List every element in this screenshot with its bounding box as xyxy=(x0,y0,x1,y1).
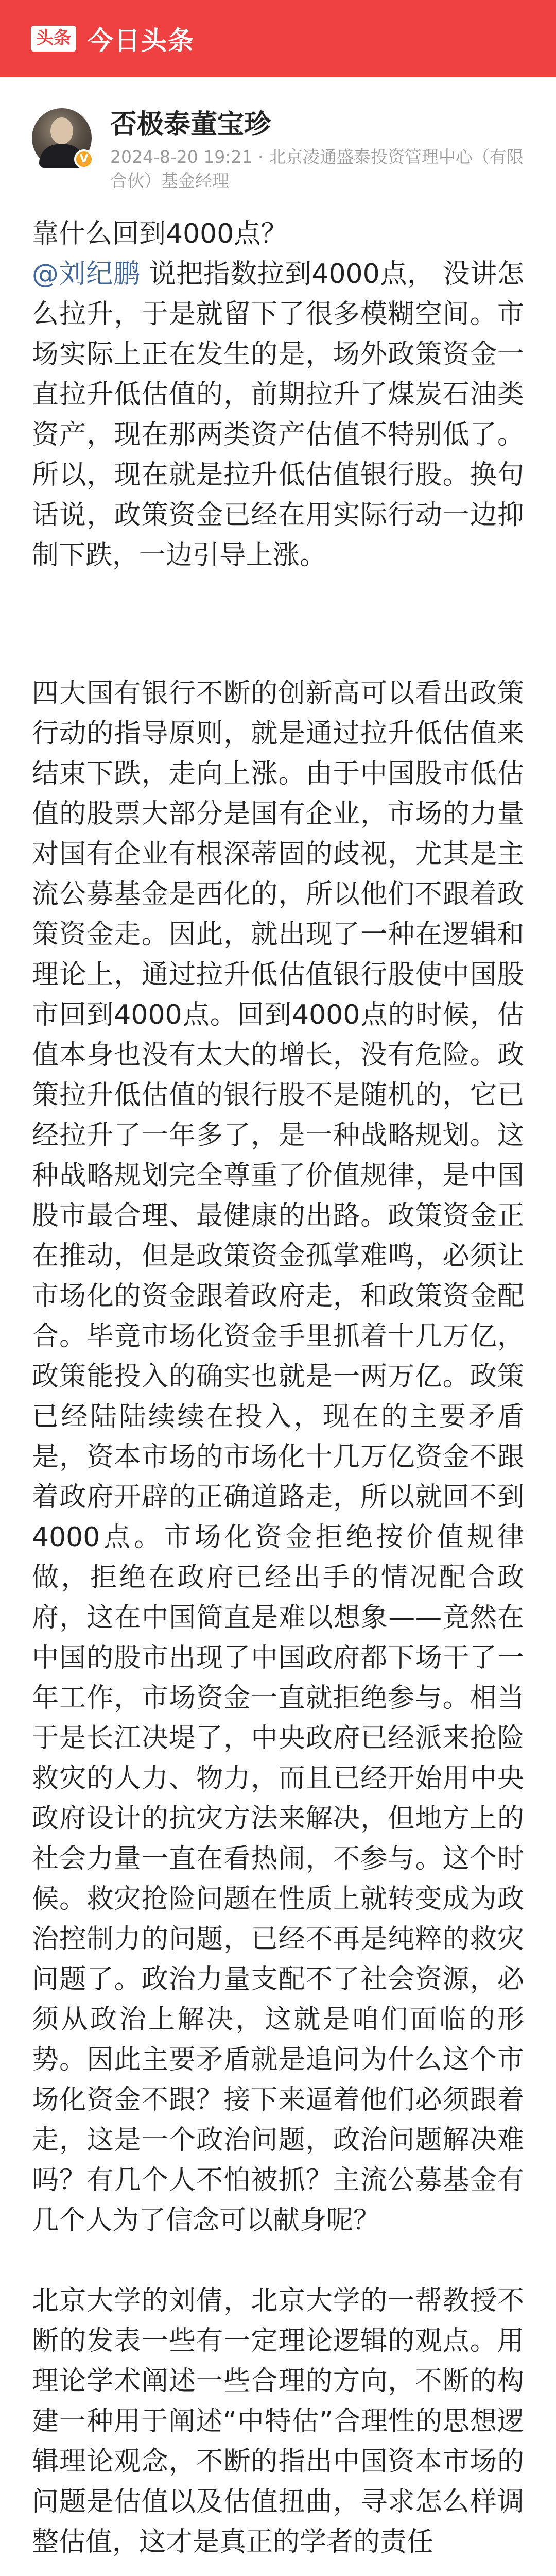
author-meta: 2024-8-20 19:21 · 北京凌通盛泰投资管理中心（有限合伙）基金经理 xyxy=(110,147,524,191)
author-info xyxy=(110,108,524,193)
mention-link[interactable]: @刘纪鹏 xyxy=(32,259,141,290)
article-paragraph-1-text: 说把指数拉到4000点， 没讲怎么拉升，于是就留下了很多模糊空间。市场实际上正在发生的是，场外政策资金一直拉升低估值的，前期拉升了煤炭石油类资产，现在那两类资产估值不特别低了。所以，现在就是拉升低估值银行股。换句话说，政策资金已经在用实际行动一边抑制下跌，一边引导上涨。 xyxy=(32,259,524,571)
author-name[interactable]: 否极泰董宝珍 xyxy=(110,109,271,140)
avatar[interactable] xyxy=(32,108,92,168)
app-header xyxy=(0,0,556,77)
verified-badge-icon: V xyxy=(74,149,94,169)
app-name: 今日头条 xyxy=(88,26,195,56)
toutiao-logo: 头条 xyxy=(31,26,76,51)
article-title: 靠什么回到4000点？ xyxy=(32,218,288,249)
avatar-face xyxy=(50,117,73,144)
author-card xyxy=(0,77,556,214)
article-paragraph-3: 北京大学的刘倩，北京大学的一帮教授不断的发表一些有一定理论逻辑的观点。用理论学术阐述一些合理的方向，不断的构建一种用于阐述“中特估”合理性的思想逻辑理论观念，不断的指出中国资本市场的问题是估值以及估值扭曲，寻求怎么样调整估值，这才是真正的学者的责任 xyxy=(32,2285,524,2557)
article-paragraph-2: 四大国有银行不断的创新高可以看出政策行动的指导原则，就是通过拉升低估值来结束下跌，走向上涨。由于中国股市低估值的股票大部分是国有企业，市场的力量对国有企业有根深蒂固的歧视，尤其是主流公募基金是西化的，所以他们不跟着政策资金走。因此，就出现了一种在逻辑和理论上，通过拉升低估值银行股使中国股市回到4000点。回到4000点的时候，估值本身也没有太大的增长，没有危险。政策拉升低估值的银行股不是随机的，它已经拉升了一年多了，是一种战略规划。这种战略规划完全尊重了价值规律，是中国股市最合理、最健康的出路。政策资金正在推动，但是政策资金孤掌难鸣，必须让市场化的资金跟着政府走，和政策资金配合。毕竟市场化资金手里抓着十几万亿，政策能投入的确实也就是一两万亿。政策已经陆陆续续在投入，现在的主要矛盾是，资本市场的市场化十几万亿资金不跟着政府开辟的正确道路走，所以就回不到4000点。市场化资金拒绝按价值规律做，拒绝在政府已经出手的情况配合政府，这在中国简直是难以想象——竟然在中国的股市出现了中国政府都下场干了一年工作，市场资金一直就拒绝参与。相当于是长江决堤了，中央政府已经派来抢险救灾的人力、物力，而且已经开始用中央政府设计的抗灾方法来解决，但地方上的社会力量一直在看热闹，不参与。这个时候。救灾抢险问题在性质上就转变成为政治控制力的问题，已经不再是纯粹的救灾问题了。政治力量支配不了社会资源，必须从政治上解决，这就是咱们面临的形势。因此主要矛盾就是追问为什么这个市场化资金不跟？接下来逼着他们必须跟着走，这是一个政治问题，政治问题解决难吗？有几个人不怕被抓？主流公募基金有几个人为了信念可以献身呢？ xyxy=(32,678,524,2236)
article-paragraph-1 xyxy=(32,254,524,575)
article-body xyxy=(0,214,556,2562)
